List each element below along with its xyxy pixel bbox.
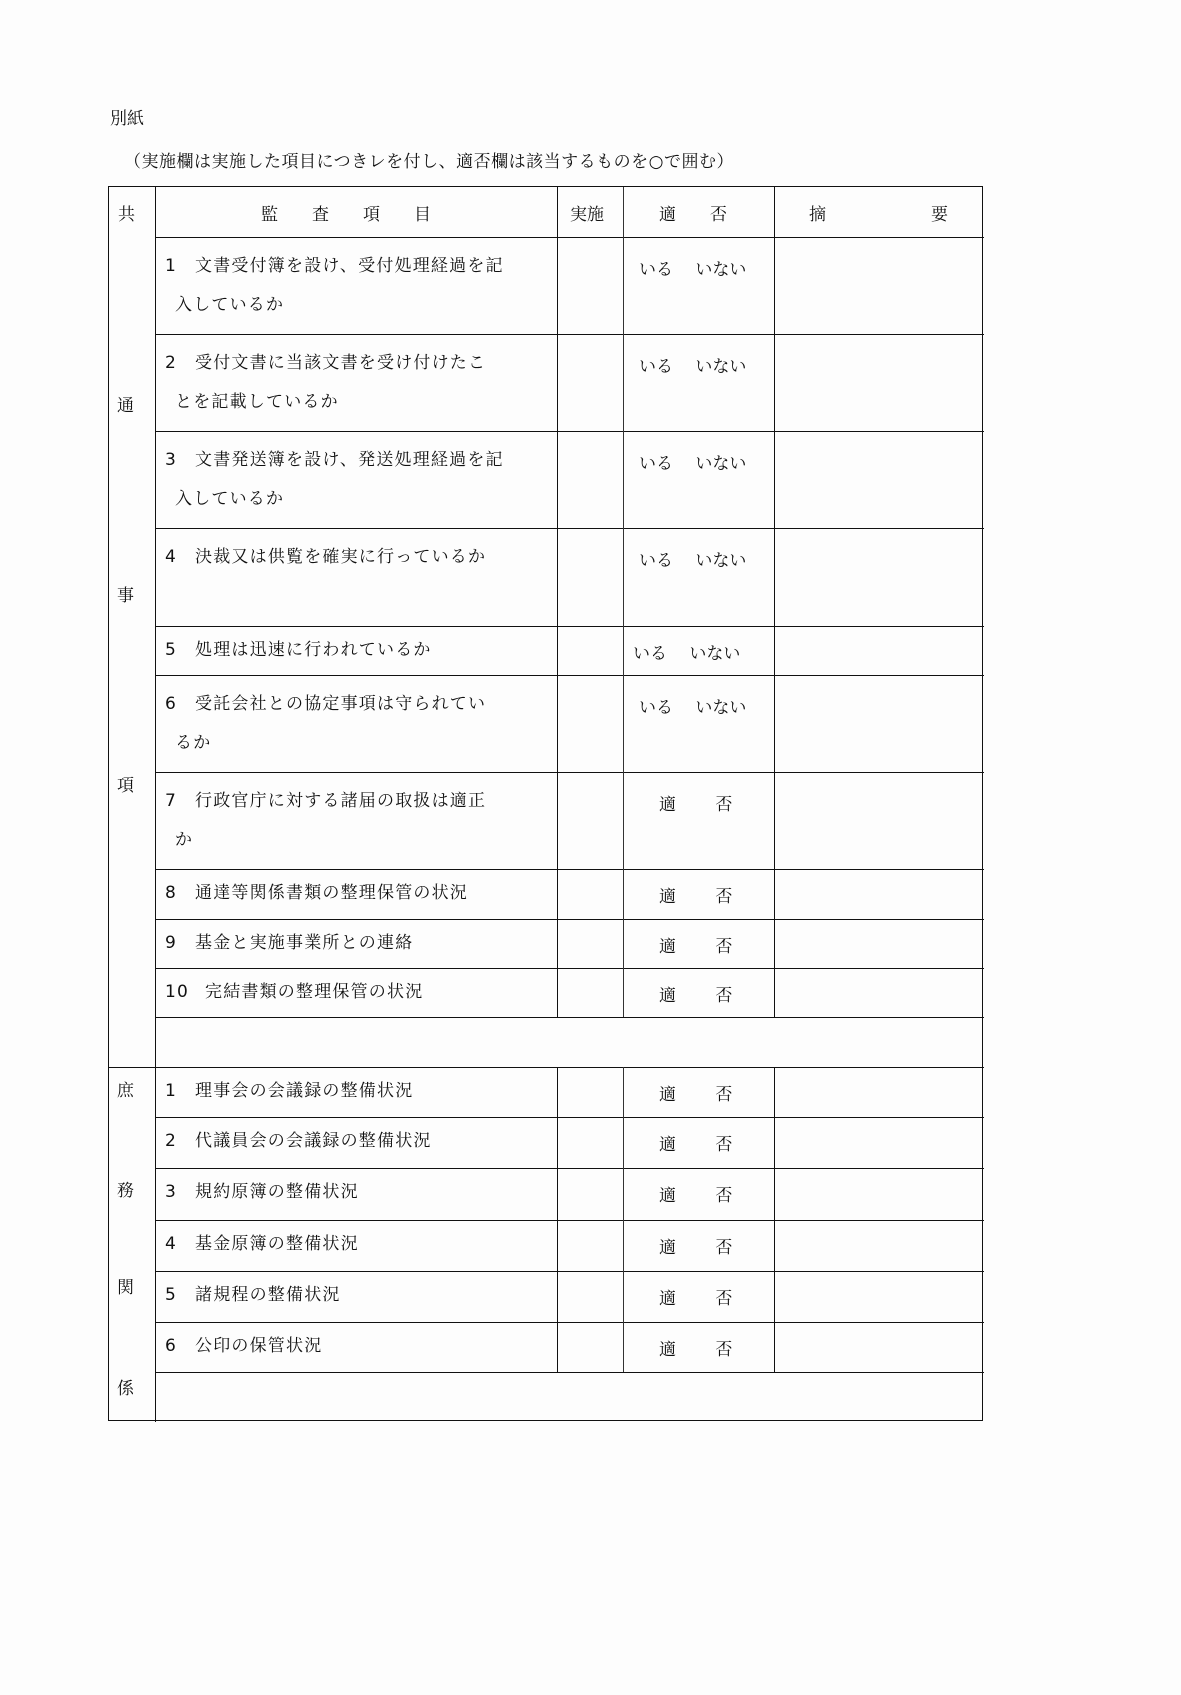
remarks-field[interactable] [774,968,984,1017]
item-text-line1: 受託会社との協定事項は守られてい [195,694,487,714]
implemented-checkbox[interactable] [557,919,623,968]
audit-item-cell [155,772,557,869]
audit-item-cell [155,869,557,919]
implemented-checkbox[interactable] [557,1322,623,1372]
judgement-options[interactable]: 適 否 [659,1085,733,1105]
item-text-line1: 完結書類の整理保管の状況 [205,982,424,1002]
item-text-line2: か [175,830,194,850]
item-text-line1: 規約原簿の整備状況 [195,1182,359,1202]
item-text-line1: 代議員会の会議録の整備状況 [195,1131,432,1151]
remarks-field[interactable] [774,237,984,334]
item-text-line1: 決裁又は供覧を確実に行っているか [195,547,487,567]
remarks-field[interactable] [774,1220,984,1271]
implemented-checkbox[interactable] [557,968,623,1017]
judgement-selector[interactable] [623,1220,774,1271]
judgement-selector[interactable] [623,1271,774,1322]
implemented-checkbox[interactable] [557,675,623,772]
judgement-options[interactable]: いる いない [639,551,747,571]
audit-item-cell [155,237,557,334]
remarks-field[interactable] [774,431,984,528]
audit-checklist-table [108,186,983,1421]
remarks-field[interactable] [774,919,984,968]
item-text-line1: 文書受付簿を設け、受付処理経過を記 [195,256,504,276]
audit-item-cell [155,528,557,626]
judgement-selector[interactable] [623,968,774,1017]
item-text-line2: るか [175,733,212,753]
implemented-checkbox[interactable] [557,1220,623,1271]
attachment-label: 別紙 [110,109,144,129]
remarks-field[interactable] [774,1168,984,1220]
divider [557,187,558,237]
judgement-options[interactable]: いる いない [633,644,741,664]
remarks-field[interactable] [774,626,984,675]
remarks-field[interactable] [774,772,984,869]
judgement-options[interactable]: 適 否 [659,937,733,957]
judgement-selector[interactable] [623,237,774,334]
item-text-line1: 公印の保管状況 [195,1336,323,1356]
group2-blank-row[interactable] [155,1372,984,1422]
implemented-checkbox[interactable] [557,626,623,675]
judgement-selector[interactable] [623,675,774,772]
audit-item-cell [155,1271,557,1322]
remarks-field[interactable] [774,869,984,919]
judgement-selector[interactable] [623,431,774,528]
judgement-selector[interactable] [623,772,774,869]
item-text-line1: 通達等関係書類の整理保管の状況 [195,883,468,903]
item-text-line1: 処理は迅速に行われているか [195,640,432,660]
item-number: 3 [165,1182,178,1202]
remarks-field[interactable] [774,528,984,626]
audit-item-cell [155,334,557,431]
category-char-common: 項 [117,776,134,796]
divider [774,187,775,237]
judgement-selector[interactable] [623,919,774,968]
audit-item-cell [155,968,557,1017]
category-char-general-affairs: 務 [117,1181,134,1201]
judgement-options[interactable]: いる いない [639,454,747,474]
implemented-checkbox[interactable] [557,237,623,334]
item-text-line2: 入しているか [175,489,285,509]
judgement-options[interactable]: いる いない [639,698,747,718]
category-char-common: 事 [117,586,134,606]
judgement-options[interactable]: 適 否 [659,1238,733,1258]
audit-item-cell [155,1067,557,1117]
audit-item-cell [155,1117,557,1168]
item-text-line2: 入しているか [175,295,285,315]
item-text-line1: 文書発送簿を設け、発送処理経過を記 [195,450,504,470]
item-number: 3 [165,450,178,470]
item-number: 10 [165,982,190,1002]
implemented-checkbox[interactable] [557,1117,623,1168]
item-text-line1: 基金原簿の整備状況 [195,1234,359,1254]
audit-item-cell [155,1322,557,1372]
implemented-checkbox[interactable] [557,334,623,431]
audit-item-cell [155,675,557,772]
item-number: 1 [165,256,178,276]
judgement-selector[interactable] [623,1067,774,1117]
header-remarks-1: 摘 [809,205,826,225]
implemented-checkbox[interactable] [557,1067,623,1117]
group1-blank-row[interactable] [155,1017,984,1067]
item-text-line1: 行政官庁に対する諸届の取扱は適正 [195,791,487,811]
judgement-options[interactable]: 適 否 [659,887,733,907]
item-number: 5 [165,1285,178,1305]
remarks-field[interactable] [774,1322,984,1372]
item-number: 6 [165,1336,178,1356]
item-number: 4 [165,1234,178,1254]
audit-item-cell [155,431,557,528]
judgement-selector[interactable] [623,334,774,431]
judgement-options[interactable]: 適 否 [659,1289,733,1309]
judgement-options[interactable]: 適 否 [659,1340,733,1360]
audit-item-cell [155,1220,557,1271]
item-text-line1: 受付文書に当該文書を受け付けたこ [195,353,487,373]
judgement-options[interactable]: 適 否 [659,1186,733,1206]
item-number: 2 [165,1131,178,1151]
remarks-field[interactable] [774,334,984,431]
item-number: 6 [165,694,178,714]
item-text-line1: 理事会の会議録の整備状況 [195,1081,414,1101]
implemented-checkbox[interactable] [557,772,623,869]
judgement-options[interactable]: 適 否 [659,1135,733,1155]
implemented-checkbox[interactable] [557,1271,623,1322]
implemented-checkbox[interactable] [557,431,623,528]
item-text-line1: 基金と実施事業所との連絡 [195,933,414,953]
implemented-checkbox[interactable] [557,869,623,919]
implemented-checkbox[interactable] [557,1168,623,1220]
header-category: 共 [118,205,135,225]
remarks-field[interactable] [774,675,984,772]
header-remarks-2: 要 [931,205,948,225]
item-number: 4 [165,547,178,567]
item-number: 5 [165,640,178,660]
item-number: 1 [165,1081,178,1101]
category-char-general-affairs: 庶 [117,1081,134,1101]
judgement-selector[interactable] [623,869,774,919]
remarks-field[interactable] [774,1271,984,1322]
category-char-general-affairs: 係 [117,1379,134,1399]
item-number: 7 [165,791,178,811]
remarks-field[interactable] [774,1067,984,1117]
category-char-general-affairs: 関 [117,1278,134,1298]
item-text-line2: とを記載しているか [175,392,339,412]
instruction-text: （実施欄は実施した項目につきレを付し、適否欄は該当するものを○で囲む） [124,152,734,172]
category-char-common: 通 [117,396,134,416]
remarks-field[interactable] [774,1117,984,1168]
judgement-options[interactable]: 適 否 [659,795,733,815]
judgement-selector[interactable] [623,626,774,675]
item-number: 2 [165,353,178,373]
item-text-line1: 諸規程の整備状況 [195,1285,341,1305]
header-implemented: 実施 [570,205,604,225]
item-number: 9 [165,933,178,953]
divider [623,187,624,237]
judgement-selector[interactable] [623,1117,774,1168]
judgement-options[interactable]: いる いない [639,260,747,280]
judgement-selector[interactable] [623,528,774,626]
audit-item-cell [155,919,557,968]
judgement-selector[interactable] [623,1168,774,1220]
judgement-options[interactable]: いる いない [639,357,747,377]
header-judgement: 適 否 [659,205,727,225]
judgement-options[interactable]: 適 否 [659,986,733,1006]
audit-item-cell [155,1168,557,1220]
judgement-selector[interactable] [623,1322,774,1372]
implemented-checkbox[interactable] [557,528,623,626]
item-number: 8 [165,883,178,903]
header-audit-item: 監 査 項 目 [261,205,431,225]
audit-item-cell [155,626,557,675]
